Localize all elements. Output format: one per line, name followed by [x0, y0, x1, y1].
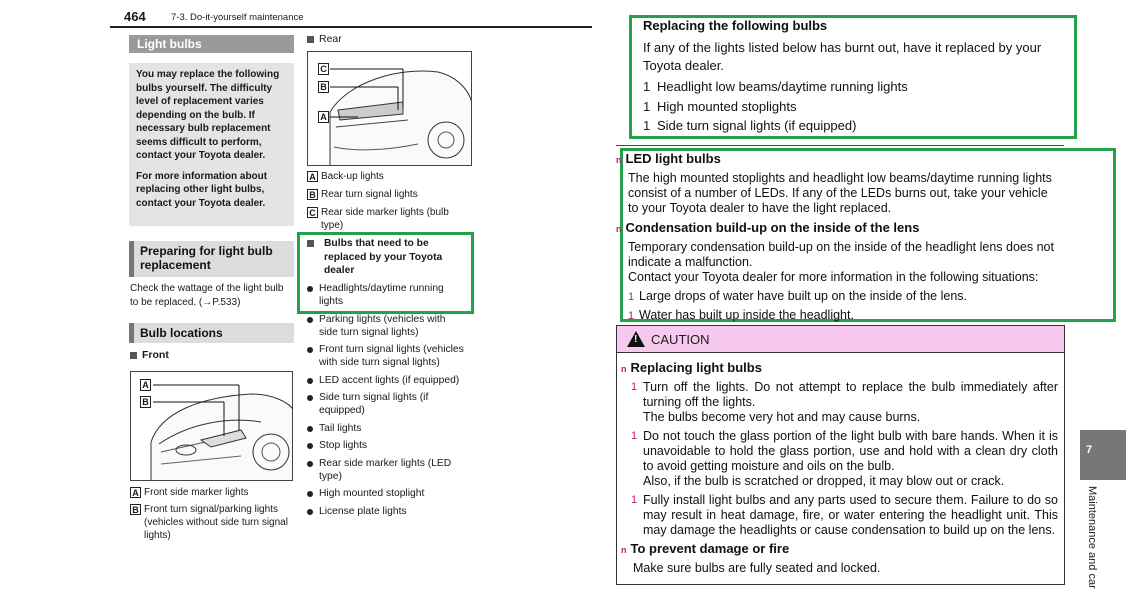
list-item: 1 Fully install light bulbs and any parts used to secure them. Failure to do so may result in heat damage, fire, or water entering the headlight unit. This may damage the headlights or cause condensation to build up on the lens. — [631, 493, 1058, 537]
caution-header — [617, 326, 1064, 353]
caution-box — [616, 325, 1065, 585]
caution-sub1-title: n Replacing light bulbs — [621, 360, 762, 375]
front-legend-item: A Front side marker lights — [130, 486, 290, 499]
list-item: 1 Side turn signal lights (if equipped) — [643, 118, 857, 133]
section-rule — [616, 145, 1064, 146]
list-item: 1 Water has built up inside the headlight. — [628, 308, 854, 322]
caution-sub2-text: Make sure bulbs are fully seated and locked. — [633, 561, 881, 575]
led-section — [616, 151, 1061, 324]
rear-tag-a: A — [318, 111, 329, 123]
list-item: Rear side marker lights (LED type) — [307, 457, 467, 483]
rear-tag-c: C — [318, 63, 329, 75]
rear-legend-item: B Rear turn signal lights — [307, 188, 472, 201]
front-legend-item: B Front turn signal/parking lights (vehicles without side turn signal lights) — [130, 503, 290, 542]
rear-tag-b: B — [318, 81, 329, 93]
list-item: Headlights/daytime running lights — [307, 282, 467, 308]
page-number: 464 — [124, 9, 146, 24]
condensation-title: n Condensation build-up on the inside of the lens — [616, 220, 920, 235]
replacing-text: If any of the lights listed below has burnt out, have it replaced by your Toyota dealer. — [643, 40, 1042, 73]
dealer-bulbs-heading: Bulbs that need to be replaced by your Toyota dealer — [307, 237, 467, 278]
list-item: 1 Do not touch the glass portion of the light bulb with bare hands. When it is unavoidable to hold the glass portion, use and hold with a clean dry cloth to avoid getting moisture and oils on the bulb. Also, if the bulb is scratched or dropped, it may blow out or crack. — [631, 429, 1058, 488]
front-car-illustration — [131, 372, 293, 481]
front-car-diagram — [130, 371, 293, 481]
rear-car-illustration — [308, 52, 472, 166]
list-item: 1 Large drops of water have built up on the inside of the lens. — [628, 289, 967, 303]
intro-text: You may replace the following bulbs yourself. The difficulty level of replacement varies depending on the bulb. If necessary bulb replacement seems difficult to perform, contact your Toyota dealer. — [136, 69, 280, 161]
preparing-text: Check the wattage of the light bulb to be replaced. (→P.533) — [130, 283, 284, 308]
list-item: Side turn signal lights (if equipped) — [307, 391, 467, 417]
light-bulbs-heading: Light bulbs — [129, 35, 294, 53]
list-item: LED accent lights (if equipped) — [307, 374, 467, 387]
rear-legend-item: A Back-up lights — [307, 170, 472, 183]
warning-triangle-icon: ! — [627, 331, 645, 347]
caution-body — [617, 353, 1064, 576]
replacing-list — [643, 77, 1065, 136]
replacing-section — [643, 18, 1065, 136]
square-marker-icon — [307, 240, 314, 247]
light-bulbs-intro-box — [129, 63, 294, 226]
list-item: Stop lights — [307, 439, 467, 452]
rear-label: Rear — [307, 33, 342, 45]
led-title: n LED light bulbs — [616, 151, 721, 166]
front-legend — [130, 486, 290, 542]
dealer-bulbs-list — [307, 282, 467, 522]
header-rule — [110, 26, 592, 28]
square-marker-icon — [130, 352, 137, 359]
list-item: License plate lights — [307, 505, 467, 518]
front-label: Front — [130, 349, 169, 361]
more-info-text: For more information about replacing other light bulbs, contact your Toyota dealer. — [136, 170, 268, 209]
front-tag-a: A — [140, 379, 151, 391]
list-item: Front turn signal lights (vehicles with side turn signal lights) — [307, 343, 467, 369]
list-item: 1 High mounted stoplights — [643, 98, 797, 114]
list-item: High mounted stoplight — [307, 487, 467, 500]
rear-legend-item: C Rear side marker lights (bulb type) — [307, 206, 472, 232]
chapter-tab-label: Maintenance and car — [1086, 486, 1098, 589]
rear-car-diagram — [307, 51, 472, 166]
list-item: Tail lights — [307, 422, 467, 435]
replacing-title: Replacing the following bulbs — [643, 18, 828, 33]
section-title: 7-3. Do-it-yourself maintenance — [171, 12, 304, 23]
bulb-locations-heading: Bulb locations — [129, 323, 294, 343]
list-item: 1 Headlight low beams/daytime running lights — [643, 79, 908, 94]
list-item: Parking lights (vehicles with side turn signal lights) — [307, 313, 467, 339]
caution-label: CAUTION — [651, 331, 710, 347]
square-marker-icon — [307, 36, 314, 43]
condensation-text-1: Temporary condensation build-up on the inside of the headlight lens does not indicate a malfunction. — [628, 240, 1054, 269]
list-item: 1 Turn off the lights. Do not attempt to replace the bulb immediately after turning off the lights. The bulbs become very hot and may cause burns. — [631, 380, 1058, 424]
preparing-heading: Preparing for light bulb replacement — [129, 241, 294, 277]
condensation-text-2: Contact your Toyota dealer for more information in the following situations: — [628, 270, 1039, 284]
caution-sub2-title: n To prevent damage or fire — [621, 541, 790, 556]
front-tag-b: B — [140, 396, 151, 408]
rear-legend — [307, 170, 472, 232]
chapter-tab: 7 — [1080, 430, 1126, 480]
led-text: The high mounted stoplights and headlight low beams/daytime running lights consist of a number of LEDs. If any of the LEDs burns out, take your vehicle to your Toyota dealer to have the light replaced. — [628, 171, 1052, 215]
